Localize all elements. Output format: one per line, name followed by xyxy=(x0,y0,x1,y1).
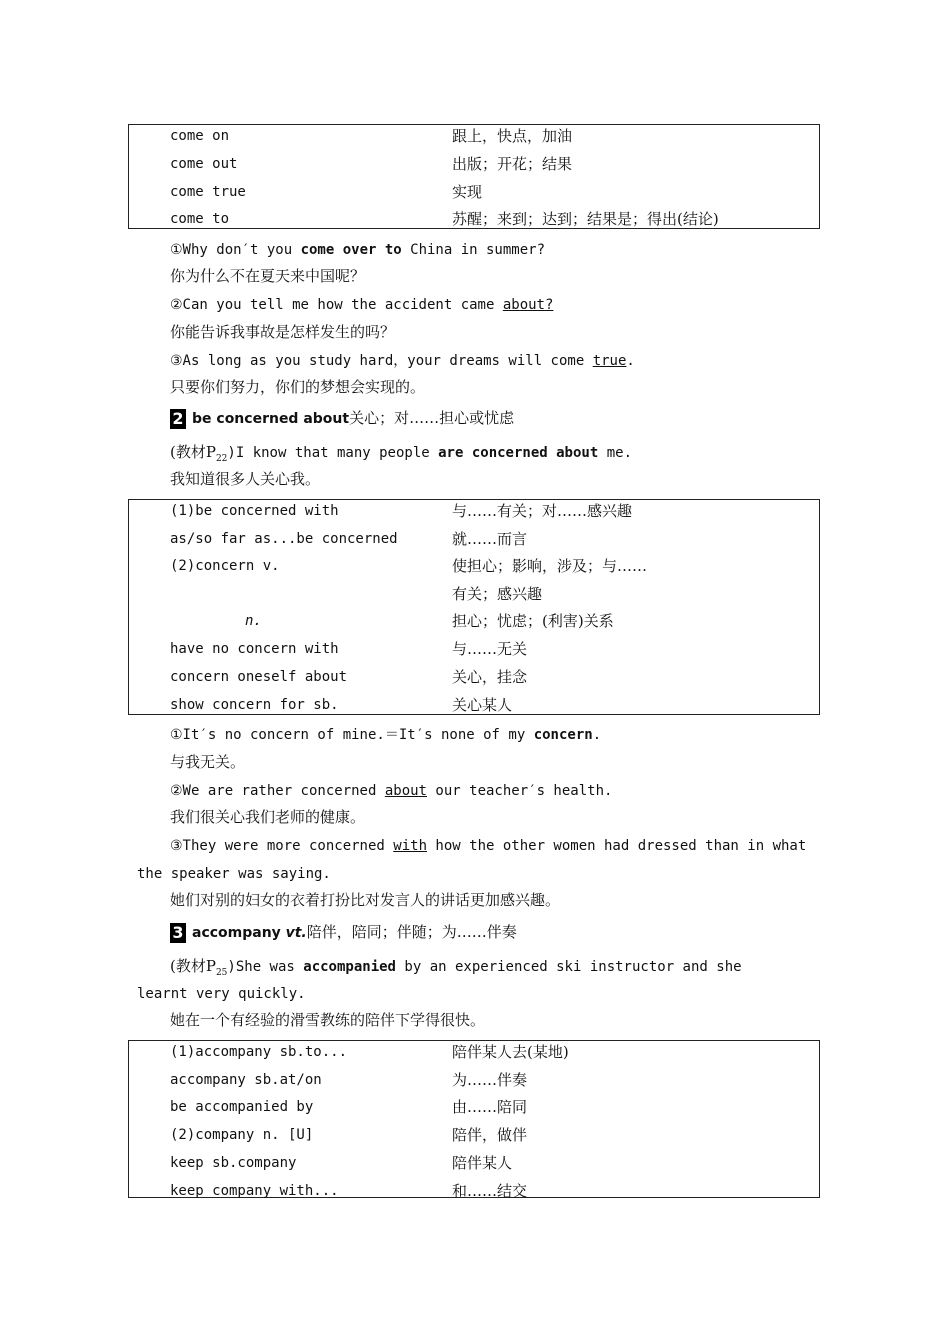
example-sentence: ①It′s no concern of mine.＝It′s none of my concern. xyxy=(170,727,602,743)
table-row: n. 担心；忧虑；(利害)关系 xyxy=(245,612,614,630)
entry-number: 3 xyxy=(170,923,186,943)
headword: accompany xyxy=(192,925,281,941)
example-sentence: ②Can you tell me how the accident came about? xyxy=(170,297,554,313)
example-sentence-continued: the speaker was saying. xyxy=(137,866,331,882)
example-translation: 她在一个有经验的滑雪教练的陪伴下学得很快。 xyxy=(170,1011,486,1029)
example-sentence: ①Why don′t you come over to China in summer? xyxy=(170,242,546,258)
textbook-example: (教材$P_{25})She$ was accompanied by an experienced ski instructor and she xyxy=(170,957,742,978)
headword-meaning: 陪伴，陪同；伴随；为……伴奏 xyxy=(306,923,517,941)
table-row: show concern for sb. 关心某人 xyxy=(170,696,513,714)
table-row xyxy=(129,122,819,150)
phrase: come to xyxy=(170,211,230,227)
example-translation: 你能告诉我事故是怎样发生的吗？ xyxy=(170,323,396,341)
entry-heading xyxy=(170,408,514,429)
meaning: 跟上，快点，加油 xyxy=(452,127,573,145)
example-translation: 与我无关。 xyxy=(170,753,246,771)
entry-heading xyxy=(170,922,517,943)
table-row: (1)be concerned with 与……有关；对……感兴趣 xyxy=(170,502,633,520)
table-row xyxy=(129,205,819,233)
table-row: be accompanied by 由……陪同 xyxy=(170,1098,528,1116)
table-row: (1)accompany sb.to... 陪伴某人去(某地) xyxy=(170,1043,569,1061)
table-row: have no concern with 与……无关 xyxy=(170,640,528,658)
meaning: 苏醒；来到；达到；结果是；得出(结论) xyxy=(452,210,719,228)
table-row: 有关；感兴趣 xyxy=(452,585,543,603)
example-translation: 我知道很多人关心我。 xyxy=(170,470,321,488)
table-come-phrases xyxy=(128,124,820,229)
table-row: accompany sb.at/on 为……伴奏 xyxy=(170,1071,528,1089)
headword: be concerned about xyxy=(192,411,350,427)
table-row: (2)company n. [U] 陪伴，做伴 xyxy=(170,1126,528,1144)
phrase: come true xyxy=(170,184,246,200)
phrase: come out xyxy=(170,156,238,172)
example-translation: 只要你们努力，你们的梦想会实现的。 xyxy=(170,378,426,396)
part-of-speech: vt. xyxy=(285,925,307,941)
entry-number: 2 xyxy=(170,409,186,429)
table-row xyxy=(129,150,819,178)
headword-meaning: 关心；对……担心或忧虑 xyxy=(349,409,515,427)
textbook-example-continued: learnt very quickly. xyxy=(137,986,306,1002)
phrase: come on xyxy=(170,128,230,144)
example-translation: 她们对别的妇女的衣着打扮比对发言人的讲话更加感兴趣。 xyxy=(170,891,561,909)
meaning: 出版；开花；结果 xyxy=(452,155,573,173)
meaning: 实现 xyxy=(452,183,483,201)
textbook-example: (教材$P_{22})I$ know that many people are concerned about me. xyxy=(170,443,632,464)
table-row: keep company with... 和……结交 xyxy=(170,1182,528,1200)
table-row: (2)concern v. 使担心；影响，涉及；与…… xyxy=(170,557,648,575)
example-sentence: ②We are rather concerned about our teacher′s health. xyxy=(170,783,613,799)
example-sentence: ③They were more concerned with how the other women had dressed than in what xyxy=(170,838,807,854)
table-row: as/so far as...be concerned 就……而言 xyxy=(170,530,528,548)
table-accompany-phrases xyxy=(128,1040,820,1198)
table-row: concern oneself about 关心，挂念 xyxy=(170,668,528,686)
table-concern-phrases xyxy=(128,499,820,715)
example-translation: 我们很关心我们老师的健康。 xyxy=(170,808,366,826)
table-row xyxy=(129,178,819,206)
example-sentence: ③As long as you study hard，your dreams will come true. xyxy=(170,353,635,369)
example-translation: 你为什么不在夏天来中国呢？ xyxy=(170,267,366,285)
table-row: keep sb.company 陪伴某人 xyxy=(170,1154,513,1172)
